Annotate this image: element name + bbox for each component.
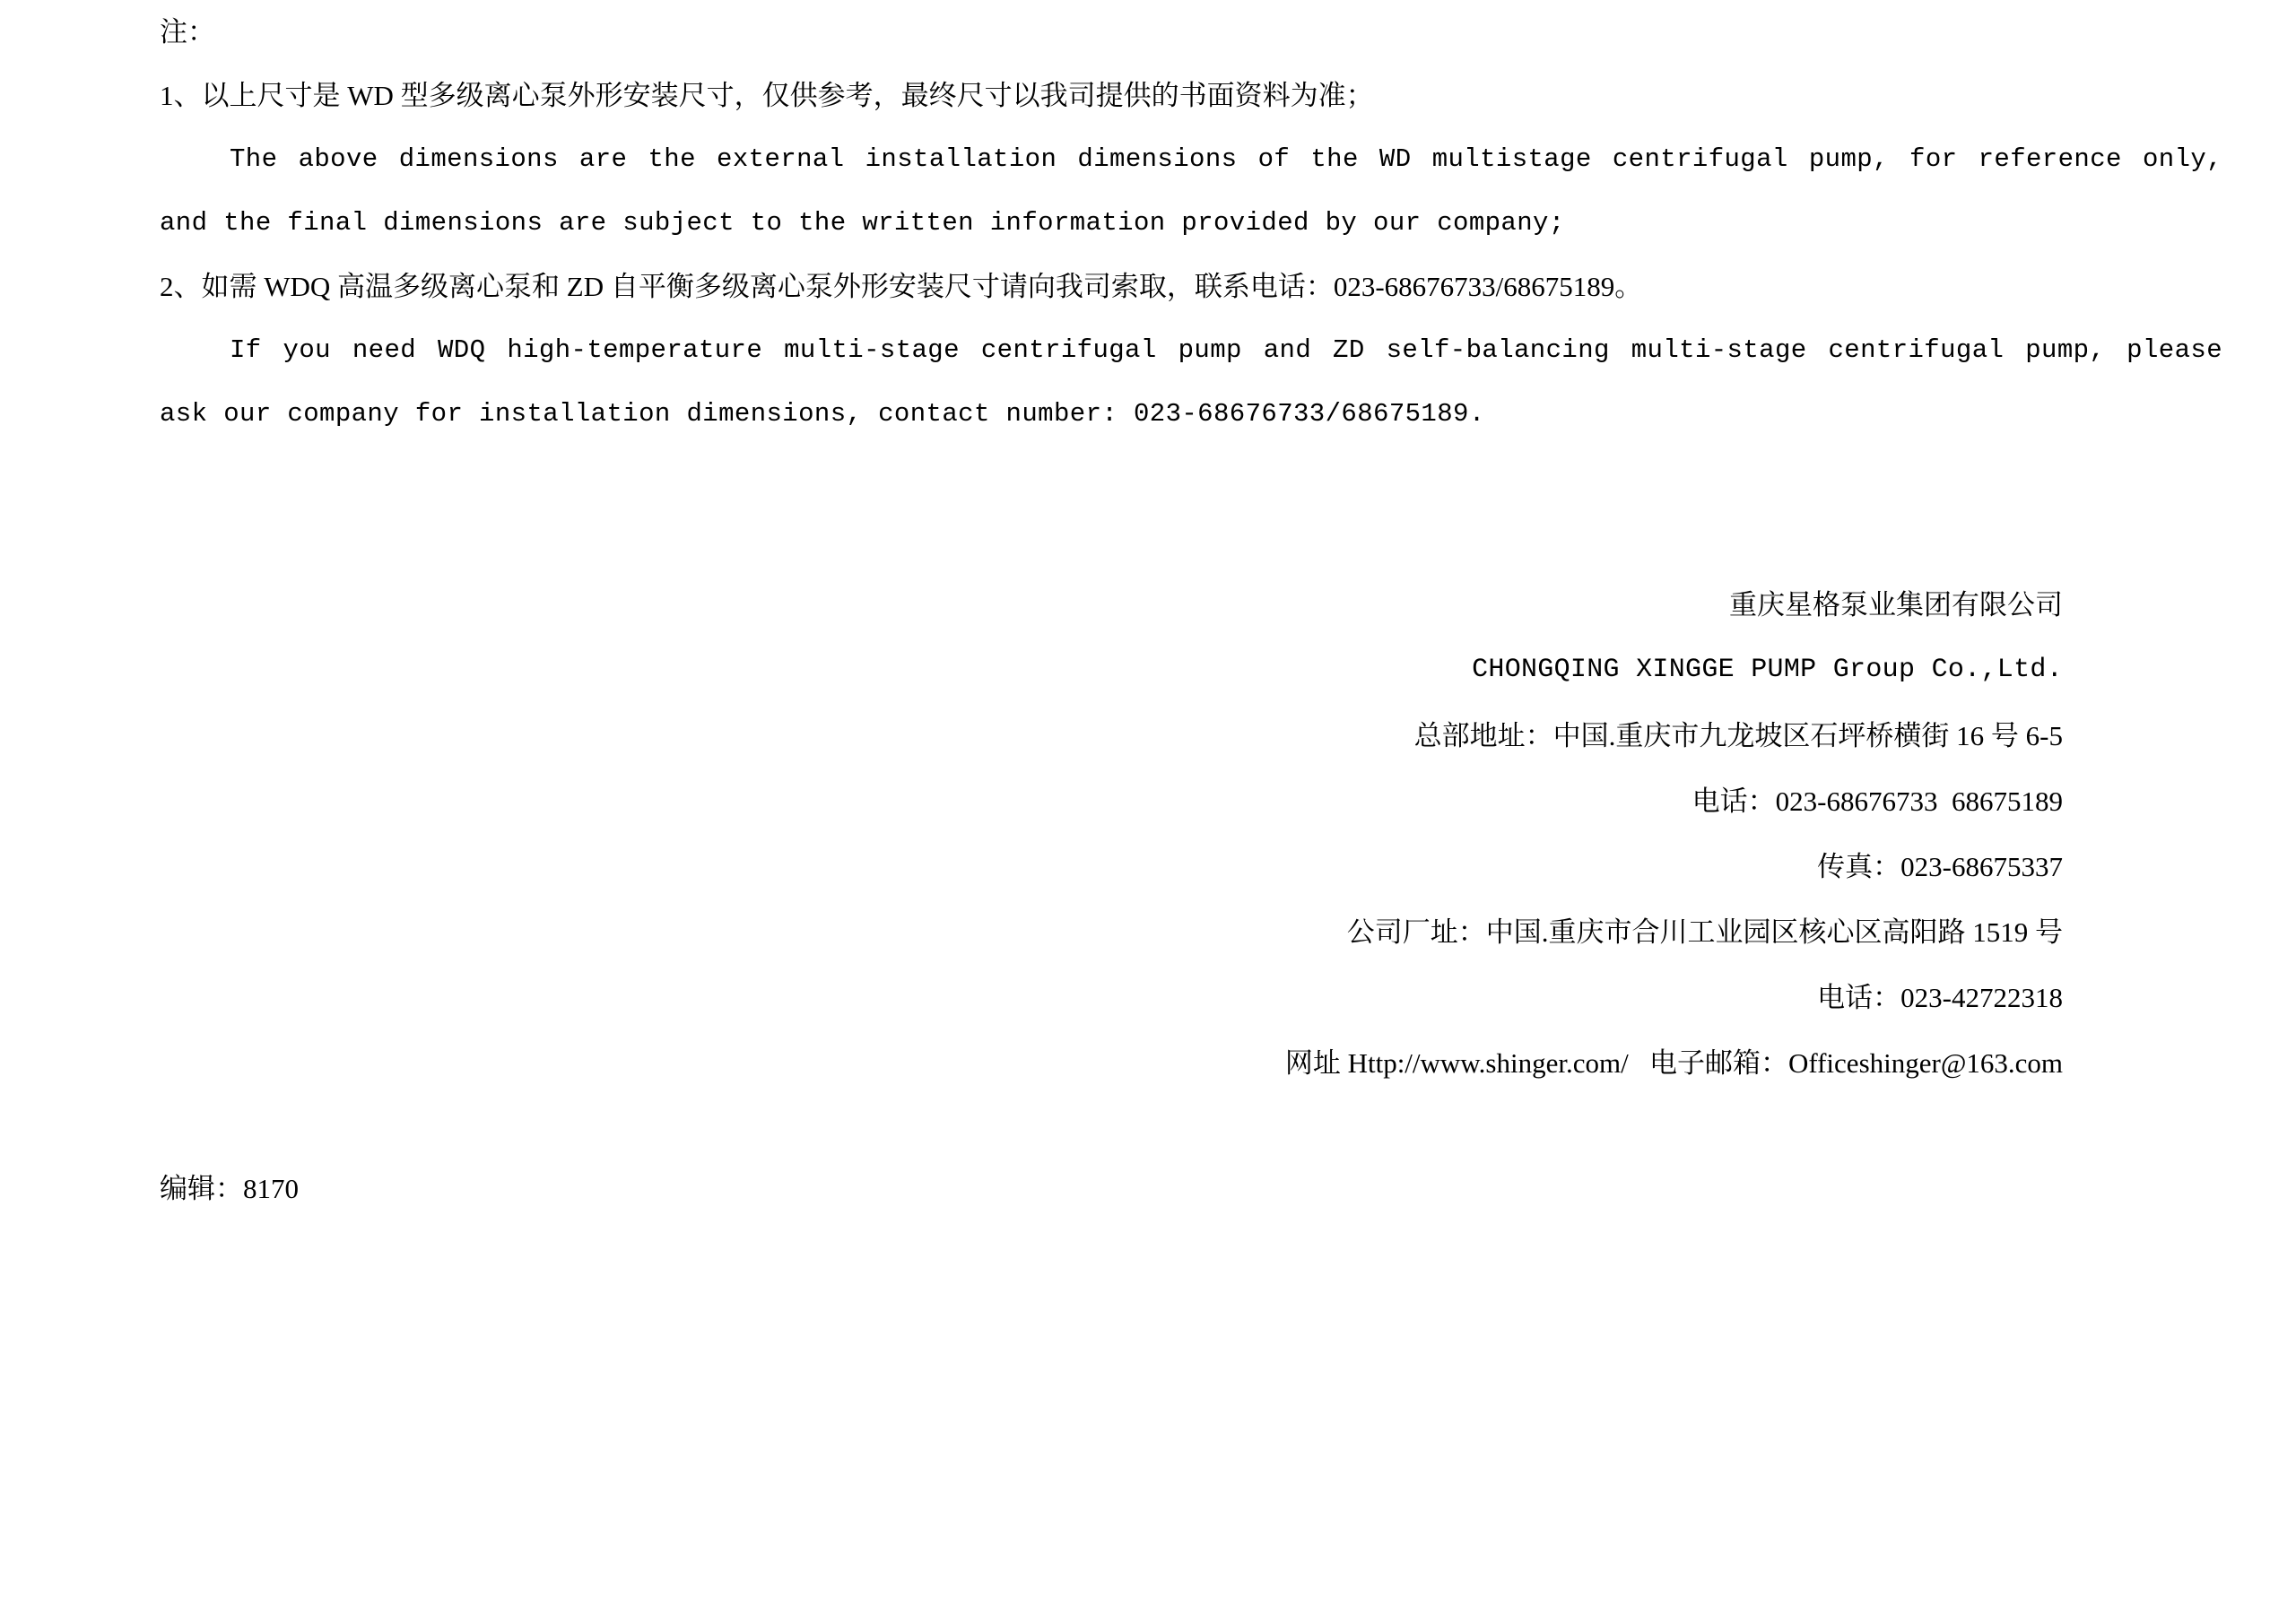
note-item-1-english-line-1: The above dimensions are the external installation dimensions of the WD multistage centrifugal pump, for reference only, [230,144,2222,174]
company-name-chinese: 重庆星格泵业集团有限公司 [1729,589,2063,621]
note-item-2-chinese: 2、如需 WDQ 高温多级离心泵和 ZD 自平衡多级离心泵外形安装尺寸请向我司索取，联系电话：023-68676733/68675189。 [160,271,1643,302]
note-item-2-english-line-1: If you need WDQ high-temperature multi-stage centrifugal pump and ZD self-balancing multi-stage centrifugal pump, please [230,335,2222,365]
company-name-english: CHONGQING XINGGE PUMP Group Co.,Ltd. [1472,655,2063,685]
note-item-2-english-line-2: ask our company for installation dimensions, contact number: 023-68676733/68675189. [160,399,1485,429]
note-item-1-chinese: 1、以上尺寸是 WD 型多级离心泵外形安装尺寸，仅供参考，最终尺寸以我司提供的书面资料为准； [160,80,1374,111]
company-signature-block [807,572,2063,1096]
company-website-email: 网址 Http://www.shinger.com/ 电子邮箱：Officeshinger@163.com [1284,1047,2063,1079]
notes-heading: 注： [160,16,215,48]
company-factory-phone: 电话：023-42722318 [1817,982,2063,1013]
editor-label: 编辑：8170 [160,1173,299,1204]
company-hq-address: 总部地址：中国.重庆市九龙坡区石坪桥横街 16 号 6-5 [1413,720,2063,751]
company-factory-address: 公司厂址：中国.重庆市合川工业园区核心区高阳路 1519 号 [1346,916,2063,948]
company-phone: 电话：023-68676733 68675189 [1692,785,2063,817]
note-item-1-english-line-2: and the final dimensions are subject to the written information provided by our company; [160,208,1565,238]
company-fax: 传真：023-68675337 [1817,851,2063,882]
notes-section [160,0,2222,446]
